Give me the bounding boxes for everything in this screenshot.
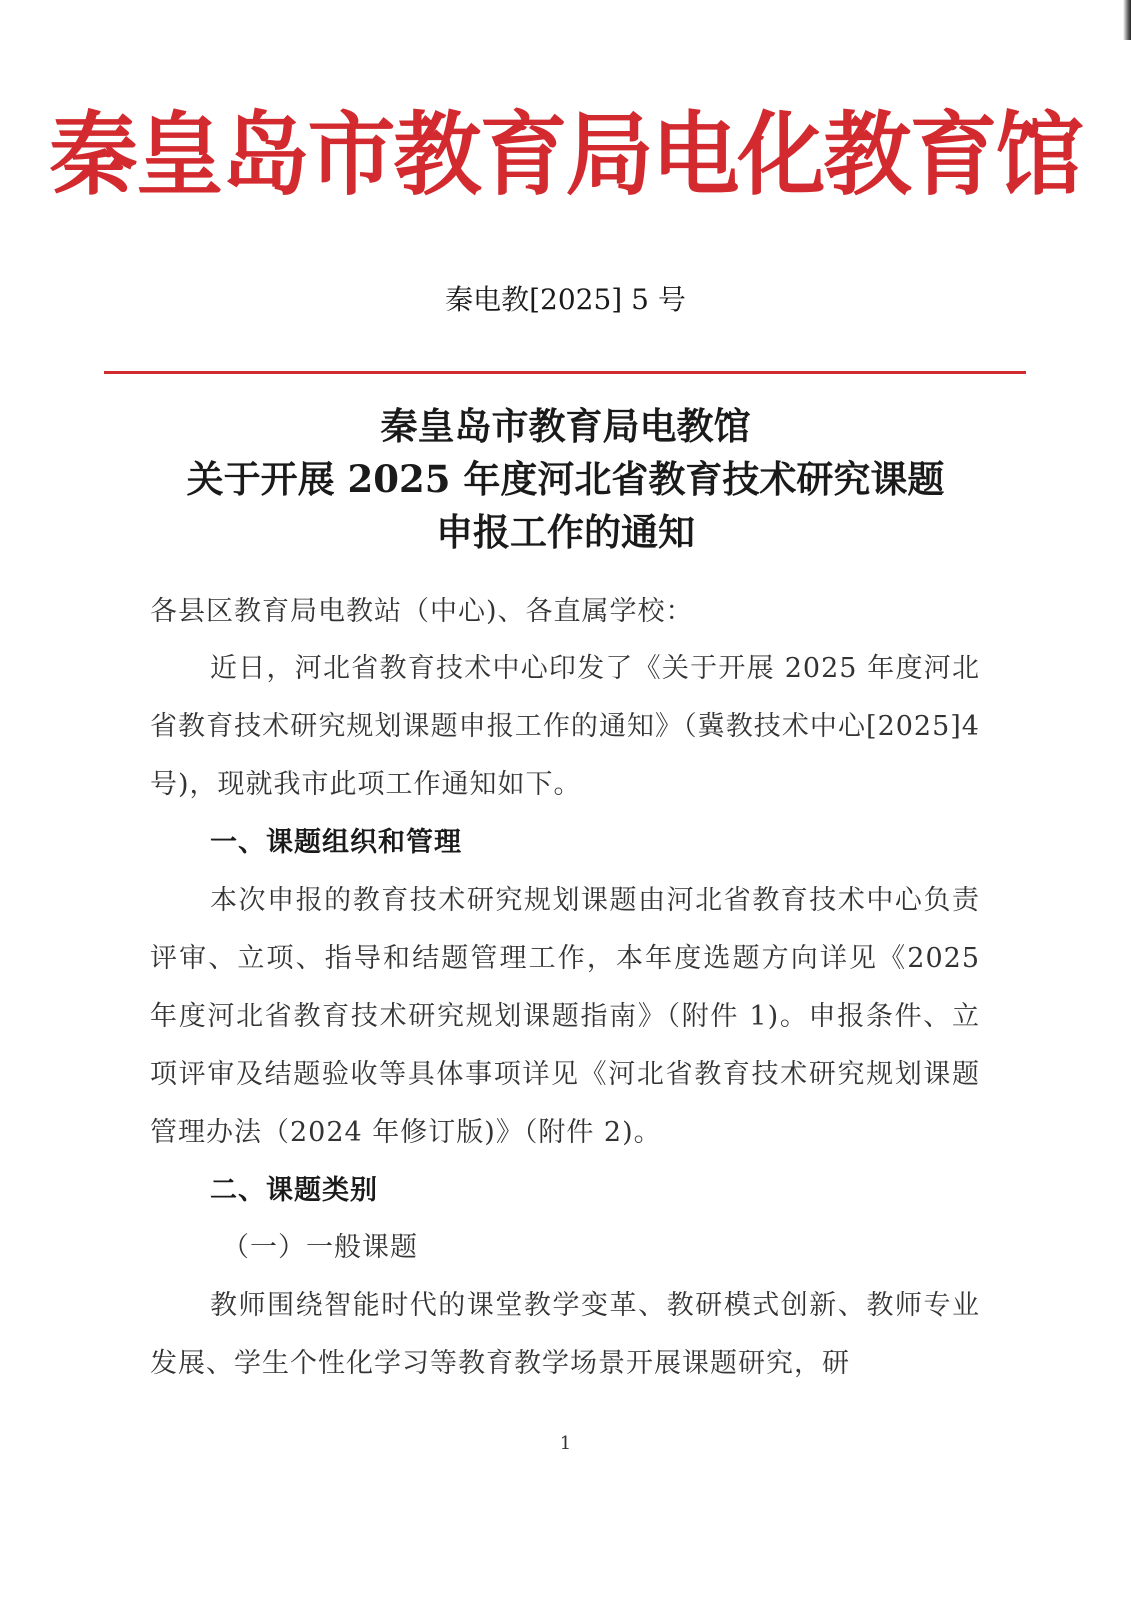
red-divider-line (104, 371, 1026, 374)
paragraph-management (150, 872, 980, 1162)
section-heading-2-text: 二、课题类别 (210, 1175, 378, 1206)
page-number: 1 (559, 1433, 572, 1454)
subsection-heading-1 (150, 1219, 980, 1277)
document-title (0, 400, 1131, 559)
title-line-2: 关于开展 2025 年度河北省教育技术研究课题 (186, 457, 945, 501)
scan-edge-shadow (1123, 0, 1131, 40)
paragraph-general-topics (150, 1277, 980, 1393)
document-number: 秦电教[2025] 5 号 (445, 283, 686, 316)
paragraph-intro-text: 近日，河北省教育技术中心印发了《关于开展 2025 年度河北省教育技术研究规划课题申报工作的通知》（冀教技术中心[2025]4 号)，现就我市此项工作通知如下。 (150, 653, 980, 800)
section-heading-1-text: 一、课题组织和管理 (210, 827, 462, 858)
section-heading-1 (150, 814, 980, 872)
section-heading-2 (150, 1162, 980, 1220)
subsection-heading-1-text: （一）一般课题 (222, 1232, 418, 1263)
title-line-1: 秦皇岛市教育局电教馆 (380, 404, 751, 448)
paragraph-management-text: 本次申报的教育技术研究规划课题由河北省教育技术中心负责评审、立项、指导和结题管理工作，本年度选题方向详见《2025 年度河北省教育技术研究规划课题指南》（附件 1)。申报条件、立项评审及结题验收等具体事项详见《河北省教育技术研究规划课题管理办法（2024 年修订版)》（附件 2)。 (150, 885, 980, 1148)
masthead-title: 秦皇岛市教育局电化教育馆 (49, 101, 1082, 208)
paragraph-intro (150, 640, 980, 814)
title-line-3: 申报工作的通知 (436, 510, 695, 554)
salutation (150, 583, 980, 641)
salutation-text: 各县区教育局电教站（中心)、各直属学校： (150, 596, 694, 627)
paragraph-general-topics-text: 教师围绕智能时代的课堂教学变革、教研模式创新、教师专业发展、学生个性化学习等教育教学场景开展课题研究，研 (150, 1290, 980, 1379)
